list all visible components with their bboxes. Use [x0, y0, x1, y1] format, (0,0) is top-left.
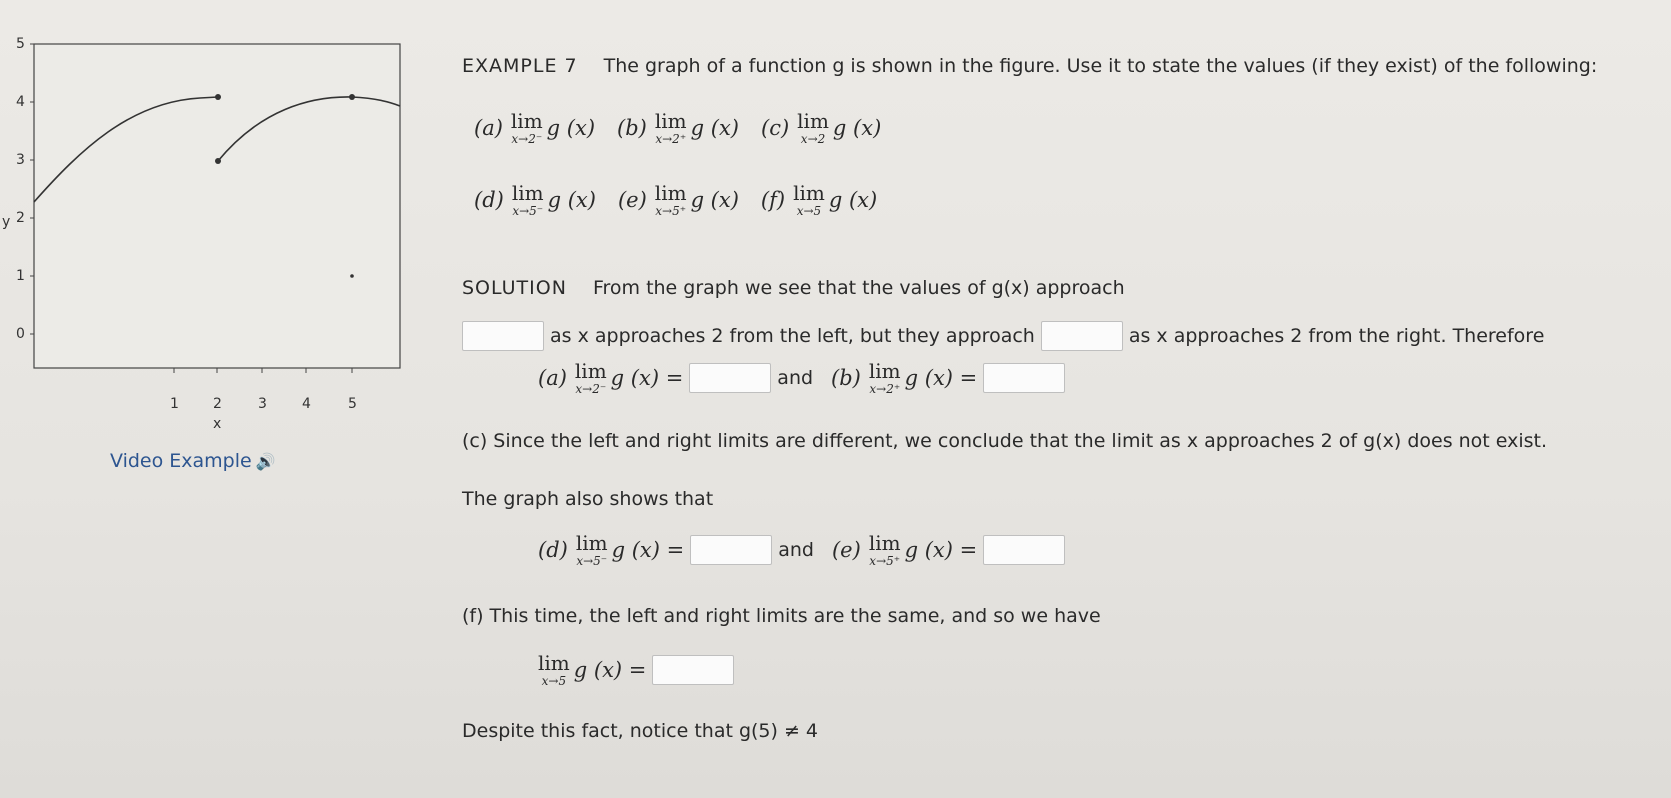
answer-input-f[interactable]: [652, 655, 734, 685]
limit-f: lim x→5: [793, 181, 825, 218]
y-axis-label: y: [2, 214, 11, 230]
solution-line-2a: as x approaches 2 from the left, but they approach: [550, 325, 1035, 347]
part-b-label: (b): [617, 116, 647, 140]
solution-f-row: lim x→5 g (x) =: [534, 653, 740, 687]
y-tick-label: 2: [16, 210, 25, 226]
answer-input-left-limit-2[interactable]: [462, 321, 544, 351]
solution-c: [462, 430, 1547, 452]
despite-row: [462, 720, 818, 742]
sol-d-label: (d): [538, 538, 568, 562]
x-tick-label: 5: [348, 396, 357, 412]
x-axis-label: x: [213, 416, 222, 430]
x-tick-label: 1: [170, 396, 179, 412]
solution-ab-row: (a) lim x→2⁻ g (x) = and (b) lim x→2⁺ g (x) =: [538, 361, 1071, 395]
sol-a-expr: g (x) =: [610, 366, 684, 390]
solution-label: SOLUTION: [462, 277, 567, 299]
part-c-label: (c): [761, 116, 790, 140]
limit-c: lim x→2: [797, 109, 829, 146]
part-d-label: (d): [474, 188, 504, 212]
and-text: and: [777, 367, 814, 389]
sol-b-label: (b): [831, 366, 861, 390]
part-e-label: (e): [617, 188, 647, 212]
example-header: [462, 55, 1597, 77]
answer-input-a[interactable]: [689, 363, 771, 393]
solution-f: [462, 605, 1101, 627]
expr-a: g (x): [546, 116, 596, 140]
answer-input-right-limit-2[interactable]: [1041, 321, 1123, 351]
sol-e-expr: g (x) =: [904, 538, 978, 562]
y-tick-label: 3: [16, 152, 25, 168]
x-axis-ticks: [170, 368, 357, 430]
isolated-point: [350, 274, 354, 278]
solution-f-text: (f) This time, the left and right limits are the same, and so we have: [462, 605, 1101, 627]
expr-b: g (x): [690, 116, 739, 140]
sol-f-expr: g (x) =: [573, 658, 647, 682]
graph-also-shows: [462, 488, 713, 510]
video-example-label: Video Example: [110, 450, 252, 472]
part-a-label: (a): [474, 116, 503, 140]
y-tick-label: 5: [16, 36, 25, 52]
point-at-5-on-curve: [349, 94, 355, 100]
limit-e: lim x→5⁺: [654, 181, 687, 218]
solution-c-text: (c) Since the left and right limits are different, we conclude that the limit as x approaches 2 of g(x) does not exist.: [462, 430, 1548, 452]
example-text: The graph of a function g is shown in the figure. Use it to state the values (if they exist) of the following:: [603, 55, 1598, 77]
answer-input-e[interactable]: [983, 535, 1065, 565]
x-tick-label: 4: [302, 396, 311, 412]
answer-input-b[interactable]: [983, 363, 1065, 393]
point-left-endpoint: [215, 94, 221, 100]
limit-b: lim x→2⁺: [654, 109, 687, 146]
solution-line-2b: as x approaches 2 from the right. Therefore: [1128, 325, 1545, 347]
x-tick-label: 3: [258, 396, 267, 412]
y-tick-label: 1: [16, 268, 25, 284]
expr-f: g (x): [828, 188, 878, 212]
x-tick-label: 2: [213, 396, 222, 412]
sol-b-expr: g (x) =: [904, 366, 978, 390]
sol-d-expr: g (x) =: [611, 538, 685, 562]
y-tick-label: 4: [16, 94, 25, 110]
example-label: EXAMPLE 7: [462, 55, 578, 77]
limit-a: lim x→2⁻: [510, 109, 543, 146]
y-axis-ticks: [2, 36, 34, 342]
solution-intro: [462, 277, 1125, 299]
answer-input-d[interactable]: [690, 535, 772, 565]
expr-e: g (x): [690, 188, 739, 212]
graph-frame: [34, 44, 400, 368]
expr-c: g (x): [832, 116, 882, 140]
y-tick-label: 0: [16, 326, 25, 342]
graph-also-text: The graph also shows that: [462, 488, 714, 510]
and-text: and: [778, 539, 814, 561]
parts-row-2: [474, 183, 877, 217]
part-f-label: (f): [760, 188, 786, 212]
sol-e-label: (e): [831, 538, 861, 562]
limit-d: lim x→5⁻: [511, 181, 544, 218]
solution-line-2: [456, 321, 1544, 351]
expr-d: g (x): [547, 188, 596, 212]
solution-de-row: (d) lim x→5⁻ g (x) = and (e) lim x→5⁺ g (x) =: [538, 533, 1071, 567]
despite-text: Despite this fact, notice that g(5) ≠ 4: [462, 720, 819, 742]
video-example-link[interactable]: [110, 450, 276, 472]
function-graph: [0, 30, 410, 430]
parts-row-1: [474, 111, 881, 145]
speaker-icon: 🔊: [255, 451, 276, 471]
solution-intro-text: From the graph we see that the values of g(x) approach: [592, 277, 1125, 299]
point-right-start: [215, 158, 221, 164]
sol-a-label: (a): [538, 366, 567, 390]
